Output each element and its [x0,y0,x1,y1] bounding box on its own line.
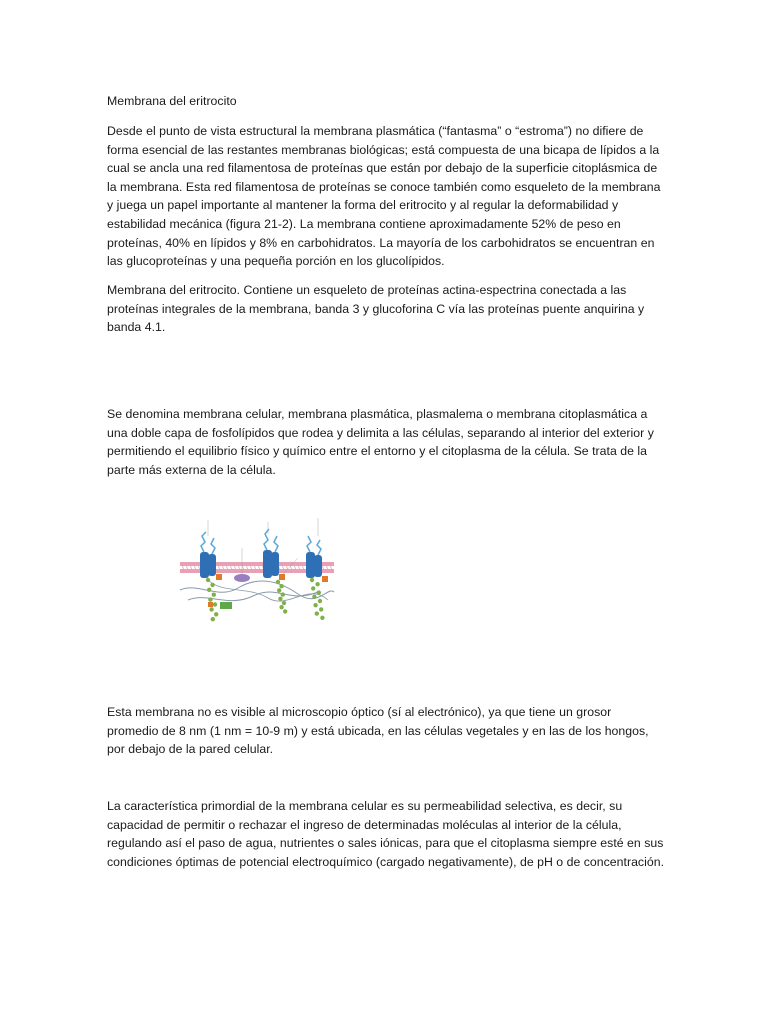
actin-bead [213,602,217,606]
actin-bead [209,607,213,611]
actin-bead [313,603,317,607]
actin-bead [315,582,319,586]
actin-bead [212,593,216,597]
actin-bead [211,617,215,621]
actin-bead [320,616,324,620]
peripheral-protein-oval [234,574,250,582]
actin-bead [281,592,285,596]
glycophorin-protein-2 [208,554,216,576]
document-title: Membrana del eritrocito [107,94,237,108]
actin-bead [312,595,316,599]
actin-bead [282,601,286,605]
erythrocyte-membrane-figure [178,508,336,634]
paragraph-selective-permeability: La característica primordial de la membrana celular es su permeabilidad selectiva, es decir, su capacidad de permitir o rechazar el ingreso de determinadas moléculas al interior de la célula, regulando así el paso de agua, nutrientes o sales iónicas, para que el citoplasma siempre esté en sus condiciones óptimas de potencial electroquímico (cargado negativamente), de pH o de concentración. [107,799,665,869]
tropomodulin-box [208,602,213,607]
band3-protein-4 [314,555,322,577]
glycophorin-protein-1 [200,552,209,578]
actin-bead [210,583,214,587]
band3-protein-1 [263,550,272,578]
actin-bead [279,584,283,588]
actin-bead [315,611,319,615]
protein-4-1-right [322,576,328,582]
actin-bead [317,590,321,594]
actin-bead [279,605,283,609]
paragraph-figure-caption: Membrana del eritrocito. Contiene un esqueleto de proteínas actina-espectrina conectada a las proteínas integrales de la membrana, banda 3 y glucoforina C vía las proteínas puente anquirina y banda 4.1. [107,283,645,335]
actin-bead [207,588,211,592]
actin-bead [318,599,322,603]
actin-bead [208,597,212,601]
actin-bead [277,588,281,592]
actin-bead [319,607,323,611]
actin-bead [206,578,210,582]
actin-bead [310,578,314,582]
membrane-diagram [178,508,336,634]
paragraph-membrane-structure: Desde el punto de vista estructural la membrana plasmática (“fantasma” o “estroma”) no difiere de forma esencial de las restantes membranas biológicas; está compuesta de una bicapa de lípidos a la cual se ancla una red filamentosa de proteínas que están por debajo de la superficie citoplásmica de la membrana. Esta red filamentosa de proteínas se conoce también como esqueleto de la membrana y juega un papel importante al mantener la forma del eritrocito y al regular la deformabilidad y estabilidad mecánica (figura 21-2). La membrana contiene aproximadamente 52% de peso en proteínas, 40% en lípidos y 8% en carbohidratos. La mayoría de los carbohidratos se encuentran en las glucoproteínas y una pequeña porción en los glucolípidos. [107,124,661,269]
actin-bead [311,586,315,590]
band3-protein-3 [306,552,315,578]
actin-bead [283,609,287,613]
paragraph-membrane-visibility: Esta membrana no es visible al microscopio óptico (sí al electrónico), ya que tiene un grosor promedio de 8 nm (1 nm = 10-9 m) y está ubicada, en las células vegetales y en las de los hongos, por debajo de la pared celular. [107,705,649,757]
actin-bead [214,612,218,616]
ankyrin-anchor [279,574,285,580]
paragraph-cell-membrane-definition: Se denomina membrana celular, membrana plasmática, plasmalema o membrana citoplasmática a una doble capa de fosfolípidos que rodea y delimita a las células, separando al interior del exterior y permitiendo el equilibrio físico y químico entre el entorno y el citoplasma de la célula. Se trata de la parte más externa de la célula. [107,407,654,477]
band3-protein-2 [271,552,279,576]
protein-4-1-left [216,574,222,580]
adducin-box [220,602,232,609]
actin-bead [278,597,282,601]
actin-bead [276,580,280,584]
